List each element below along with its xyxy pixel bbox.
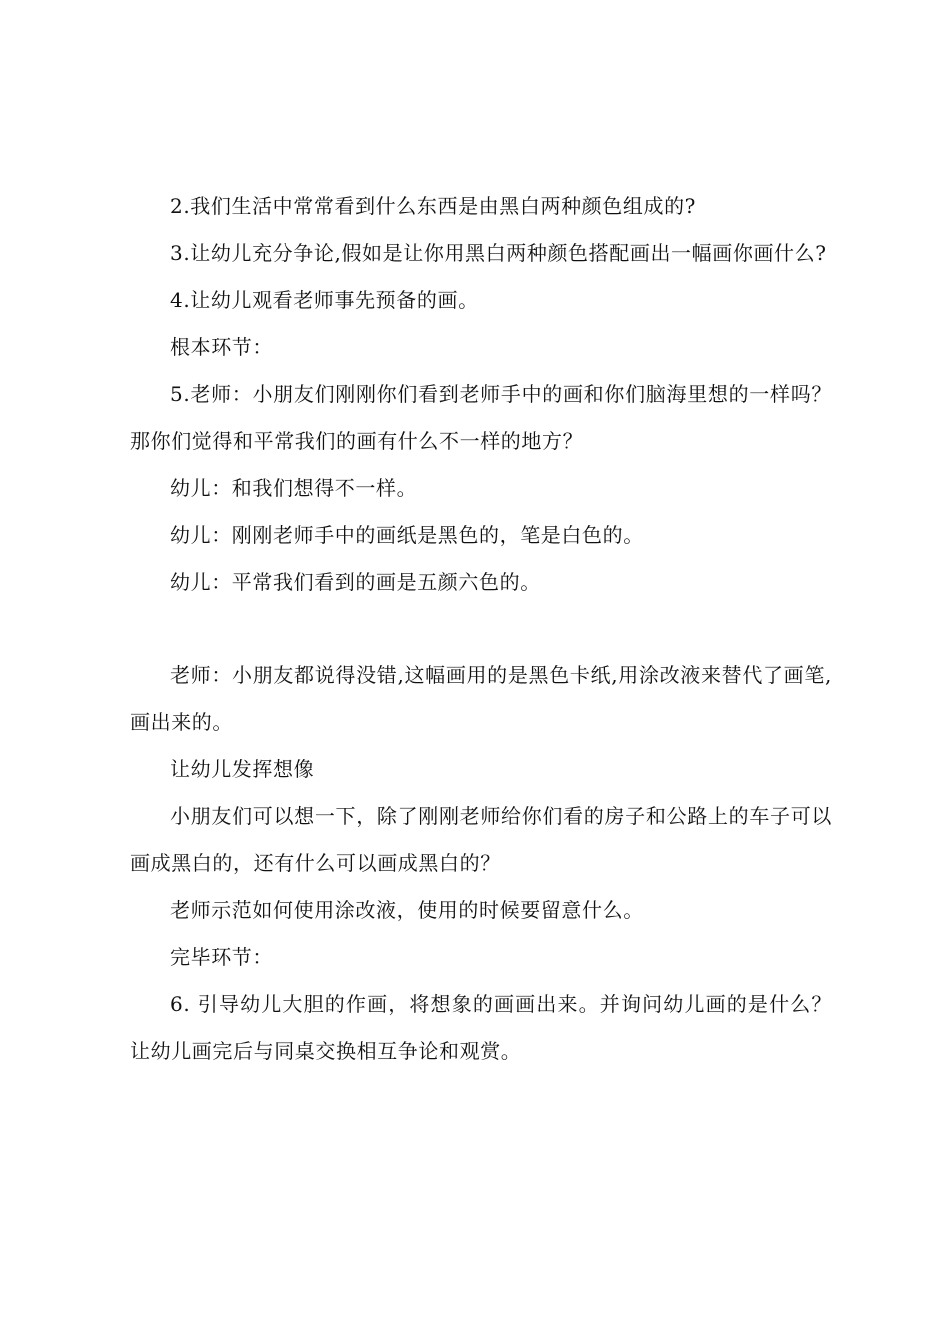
paragraph-teacher-5: 5.老师：小朋友们刚刚你们看到老师手中的画和你们脑海里想的一样吗？那你们觉得和平常我们的画有什么不一样的地方？ — [130, 382, 832, 453]
paragraph-demo: 老师示范如何使用涂改液，使用的时候要留意什么。 — [170, 898, 644, 922]
paragraph-think-prompt: 小朋友们可以想一下，除了刚刚老师给你们看的房子和公路上的车子可以画成黑白的，还有什么可以画成黑白的？ — [130, 804, 832, 875]
paragraph-spacer — [130, 606, 832, 652]
paragraph-child-answer-1: 幼儿：和我们想得不一样。 — [170, 476, 418, 500]
paragraph-child-answer-2: 幼儿：刚刚老师手中的画纸是黑色的，笔是白色的。 — [170, 523, 644, 547]
paragraph-teacher-summary: 老师：小朋友都说得没错,这幅画用的是黑色卡纸,用涂改液来替代了画笔,画出来的。 — [130, 663, 832, 734]
paragraph-imagination: 让幼儿发挥想像 — [170, 757, 315, 781]
section-heading-ending: 完毕环节： — [170, 945, 273, 969]
paragraph-step-4: 4.让幼儿观看老师事先预备的画。 — [170, 288, 479, 312]
paragraph-question-2: 2.我们生活中常常看到什么东西是由黑白两种颜色组成的? — [170, 194, 697, 218]
document-page — [130, 183, 832, 1075]
paragraph-question-3: 3.让幼儿充分争论,假如是让你用黑白两种颜色搭配画出一幅画你画什么? — [170, 241, 827, 265]
section-heading-basic: 根本环节： — [170, 335, 273, 359]
paragraph-step-6: 6. 引导幼儿大胆的作画，将想象的画画出来。并询问幼儿画的是什么？让幼儿画完后与同桌交换相互争论和观赏。 — [130, 992, 832, 1063]
paragraph-child-answer-3: 幼儿：平常我们看到的画是五颜六色的。 — [170, 570, 541, 594]
